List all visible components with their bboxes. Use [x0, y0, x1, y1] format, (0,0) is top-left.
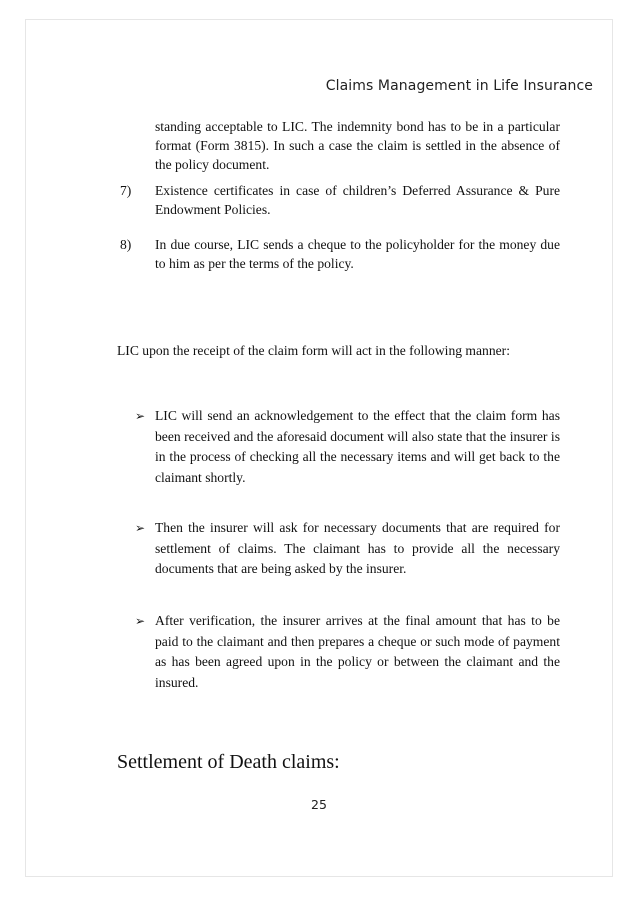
section-heading: Settlement of Death claims: — [117, 751, 340, 773]
item-text: Existence certificates in case of children’s Deferred Assurance & Pure Endowment Policies. — [155, 183, 560, 217]
page-number: 25 — [311, 797, 327, 812]
numbered-item-8 — [120, 235, 560, 273]
item-text: In due course, LIC sends a cheque to the policyholder for the money due to him as per the terms of the policy. — [155, 237, 560, 271]
continuation-paragraph: standing acceptable to LIC. The indemnity bond has to be in a particular format (Form 3815). In such a case the claim is settled in the absence of the policy document. — [155, 119, 560, 172]
arrow-bullet-icon: ➢ — [135, 521, 146, 535]
item-number: 8) — [120, 237, 132, 252]
bullet-text: LIC will send an acknowledgement to the effect that the claim form has been received and the aforesaid document will also state that the insurer is in the process of checking all the necessary items and will get back to the claimant shortly. — [155, 408, 560, 485]
bullet-text: Then the insurer will ask for necessary documents that are required for settlement of claims. The claimant has to provide all the necessary documents that are being asked by the insurer. — [155, 520, 560, 576]
bullet-item-documents — [135, 518, 560, 580]
intro-paragraph: LIC upon the receipt of the claim form will act in the following manner: — [117, 342, 510, 358]
running-header: Claims Management in Life Insurance — [325, 78, 593, 94]
item-number: 7) — [120, 183, 132, 198]
bullet-item-acknowledgement — [135, 406, 560, 488]
arrow-bullet-icon: ➢ — [135, 409, 146, 423]
numbered-item-7 — [120, 181, 560, 219]
arrow-bullet-icon: ➢ — [135, 614, 146, 628]
bullet-item-verification — [135, 611, 560, 693]
bullet-text: After verification, the insurer arrives at the final amount that has to be paid to the claimant and then prepares a cheque or such mode of payment as has been agreed upon in the policy or between the claimant and the insured. — [155, 613, 560, 690]
